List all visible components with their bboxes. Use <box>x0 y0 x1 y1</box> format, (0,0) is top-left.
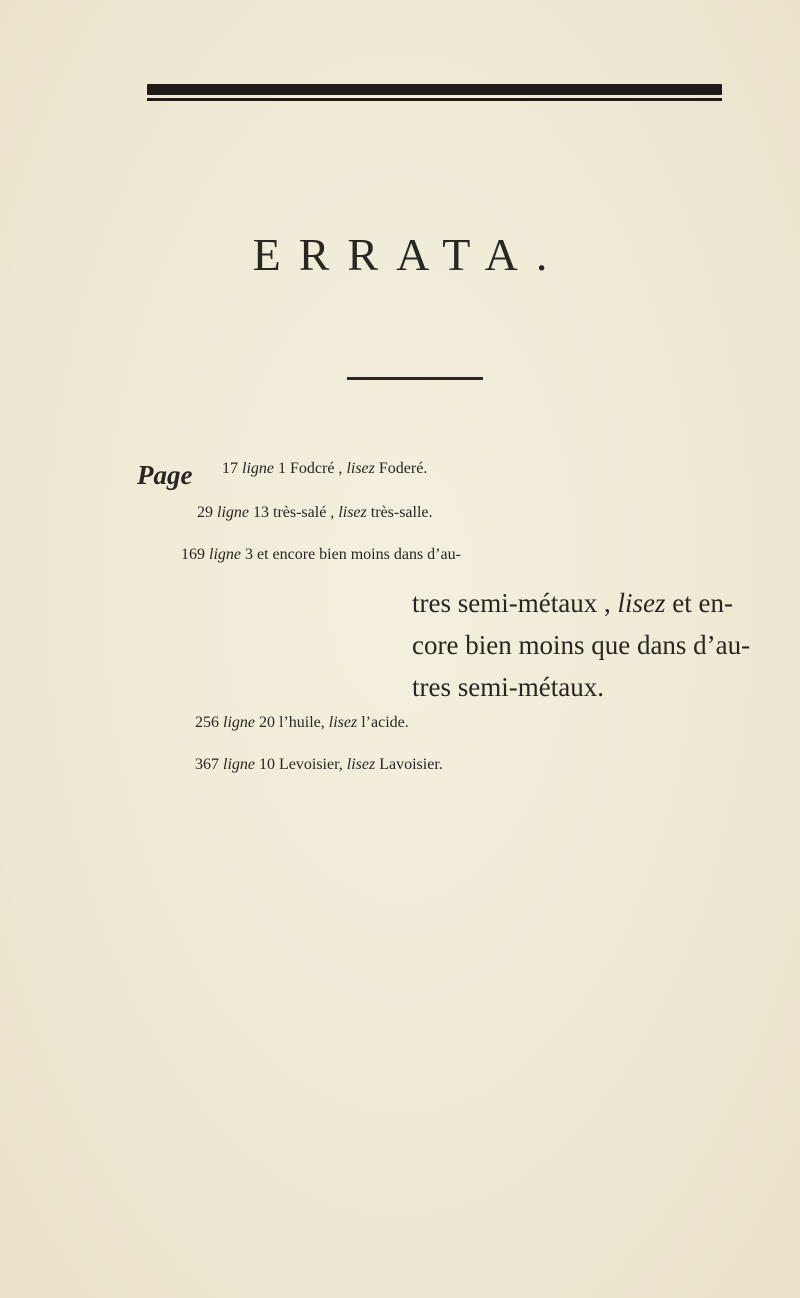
entry-line-number: 1 <box>278 460 286 477</box>
lisez-word: lisez <box>338 504 367 521</box>
entry-page-number: 29 <box>197 504 213 521</box>
entry-error-text: Levoisier, <box>279 756 343 773</box>
entry-error-text: tres semi-métaux , <box>412 588 611 618</box>
entry-error-text: et encore bien moins dans d’au- <box>257 546 461 563</box>
title-divider <box>347 377 483 380</box>
errata-entry-continuation <box>412 588 733 619</box>
entry-line-number: 13 <box>253 504 269 521</box>
entry-correction-text: core bien moins que dans d’au- <box>412 630 751 660</box>
entry-page-number: 367 <box>195 756 219 773</box>
entry-error-text: l’huile, <box>279 714 325 731</box>
entry-line-number: 20 <box>259 714 275 731</box>
errata-entry <box>181 546 461 564</box>
entry-line-number: 3 <box>245 546 253 563</box>
lisez-word: lisez <box>617 588 666 618</box>
ligne-word: ligne <box>209 546 241 563</box>
lisez-word: lisez <box>346 756 376 773</box>
entry-error-text: Fodcré , <box>290 460 343 477</box>
entry-correction-text: et en- <box>672 588 733 618</box>
entry-correction-text: très-salle. <box>370 504 433 521</box>
top-double-rule-thin <box>147 98 722 101</box>
page-label: Page <box>137 460 193 490</box>
ligne-word: ligne <box>217 504 249 521</box>
ligne-word: ligne <box>242 460 274 477</box>
entry-page-number: 256 <box>195 714 219 731</box>
errata-entry <box>197 504 433 522</box>
errata-entry <box>195 714 409 732</box>
entry-correction-text: tres semi-métaux. <box>412 672 604 702</box>
entry-line-number: 10 <box>259 756 275 773</box>
entry-correction-text: Lavoisier. <box>379 756 443 773</box>
errata-entry-continuation <box>412 672 604 703</box>
entry-correction-text: l’acide. <box>361 714 409 731</box>
errata-title: ERRATA. <box>252 229 566 280</box>
entry-page-number: 17 <box>222 460 238 477</box>
errata-entry <box>222 460 427 478</box>
lisez-word: lisez <box>346 460 375 477</box>
entry-page-number: 169 <box>181 546 205 563</box>
entry-error-text: très-salé , <box>273 504 335 521</box>
lisez-word: lisez <box>328 714 358 731</box>
errata-entry <box>195 756 443 774</box>
ligne-word: ligne <box>223 714 255 731</box>
errata-entry-continuation <box>412 630 750 661</box>
ligne-word: ligne <box>223 756 255 773</box>
entry-correction-text: Foderé. <box>378 460 428 477</box>
top-double-rule-thick <box>147 84 722 95</box>
